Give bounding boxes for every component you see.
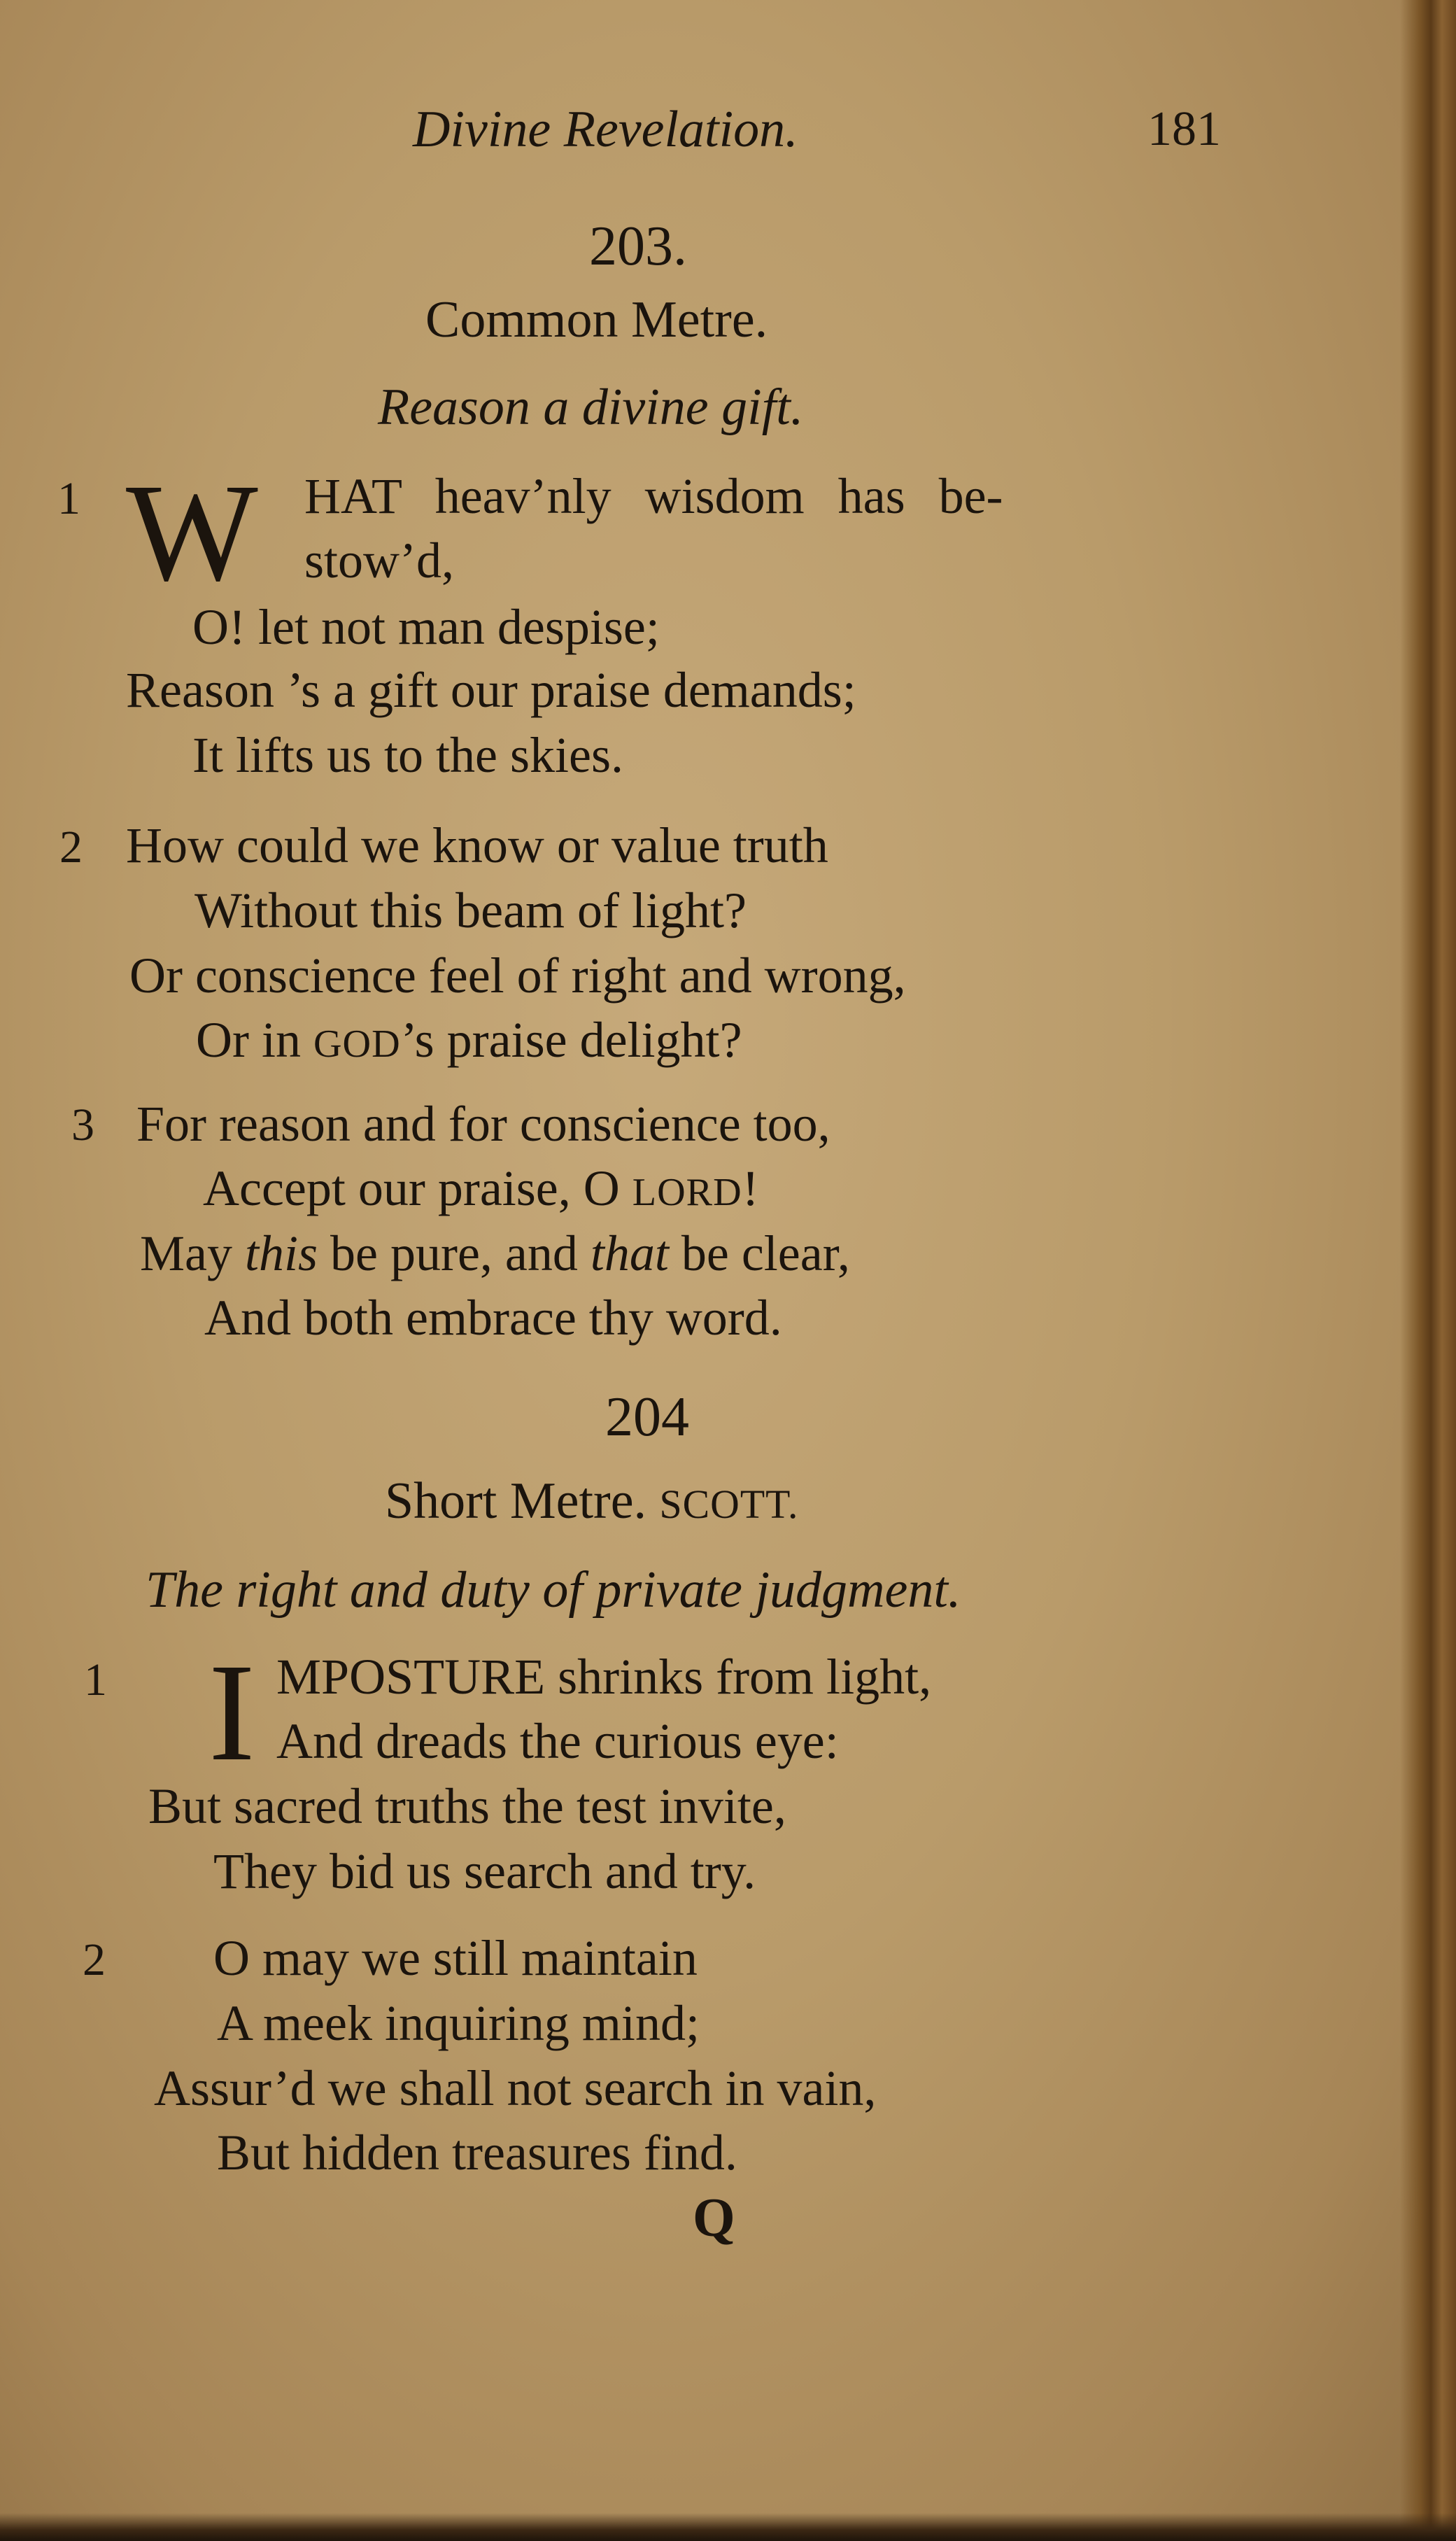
verse-line: And dreads the curious eye: (276, 1713, 839, 1769)
verse-line: Assur’d we shall not search in vain, (154, 2060, 877, 2116)
verse-line: Reason ’s a gift our praise demands; (126, 662, 856, 718)
verse-line: O may we still maintain (213, 1930, 698, 1986)
verse-line: O! let not man despise; (192, 599, 660, 655)
drop-cap: I (208, 1635, 255, 1790)
verse-line: stow’d, (304, 533, 454, 589)
verse-line: Or conscience feel of right and wrong, (129, 948, 906, 1004)
verse-line: For reason and for conscience too, (136, 1096, 831, 1152)
verse-line: May this be pure, and that be clear, (140, 1225, 850, 1281)
verse-line: MPOSTURE shrinks from light, (276, 1649, 932, 1705)
verse-line: Without this beam of light? (195, 882, 747, 938)
verse-line: It lifts us to the skies. (192, 727, 623, 783)
verse-line: They bid us search and try. (213, 1843, 756, 1899)
hymn-204-subject: The right and duty of private judgment. (146, 1561, 961, 1619)
running-header-title: Divine Revelation. (413, 101, 798, 158)
verse-number: 3 (71, 1099, 94, 1150)
hymn-204-metre: Short Metre. SCOTT. (385, 1472, 799, 1530)
hymn-203-subject: Reason a divine gift. (378, 379, 804, 436)
signature-mark: Q (693, 2187, 735, 2248)
hymn-204-author: SCOTT. (659, 1483, 799, 1527)
verse-line: And both embrace thy word. (204, 1290, 782, 1346)
verse-line: But hidden treasures find. (217, 2125, 737, 2181)
page-edge (1400, 0, 1456, 2541)
verse-line: How could we know or value truth (126, 817, 828, 873)
verse-line: Accept our praise, O LORD! (203, 1160, 759, 1216)
verse-line: A meek inquiring mind; (217, 1995, 700, 2051)
page-bottom-edge (0, 2513, 1456, 2541)
verse-line: HAT heav’nly wisdom has be- (304, 468, 1003, 524)
verse-line: But sacred truths the test invite, (148, 1778, 786, 1834)
page-number: 181 (1147, 102, 1221, 156)
drop-cap: W (126, 456, 258, 610)
verse-number: 2 (59, 822, 83, 873)
verse-number: 1 (84, 1654, 107, 1705)
small-caps: GOD (313, 1022, 401, 1066)
hymn-number-203: 203. (589, 216, 687, 277)
hymn-203-metre: Common Metre. (425, 291, 768, 349)
verse-line: Or in GOD’s praise delight? (196, 1012, 742, 1068)
verse-number: 1 (57, 473, 80, 524)
verse-number: 2 (83, 1934, 106, 1985)
small-caps: LORD (632, 1171, 742, 1214)
hymn-number-204: 204 (605, 1386, 689, 1448)
